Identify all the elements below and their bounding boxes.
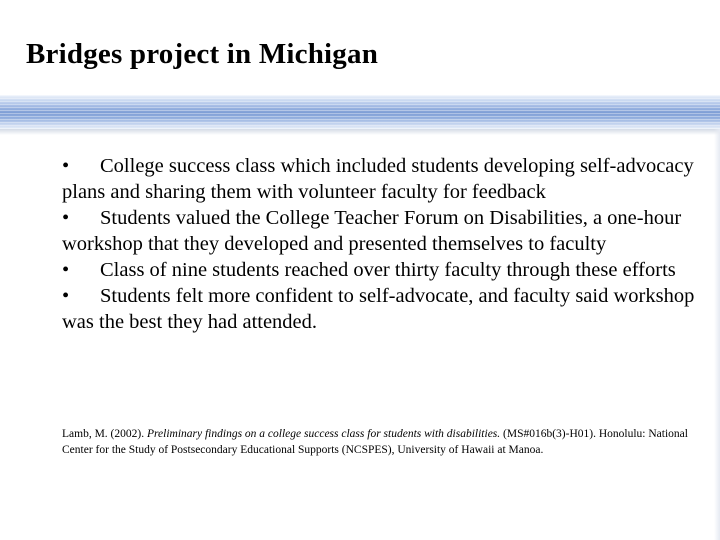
slide-title: Bridges project in Michigan bbox=[26, 38, 379, 70]
bullet-item bbox=[62, 205, 702, 257]
bullet-text: Students valued the College Teacher Forum on Disabilities, a one-hour workshop that they developed and presented themselves to faculty bbox=[62, 207, 682, 255]
bullet-text: Class of nine students reached over thirty faculty through these efforts bbox=[100, 259, 676, 281]
bullet-item bbox=[62, 283, 702, 335]
bullet-icon: • bbox=[62, 285, 70, 307]
citation-details: (MS#016b(3)-H01). Honolulu: National Center for the Study of Postsecondary Educational Supports (NCSPES), University of Hawaii at Manoa. bbox=[62, 428, 688, 456]
bullet-item bbox=[62, 153, 702, 205]
bullet-text: Students felt more confident to self-advocate, and faculty said workshop was the best they had attended. bbox=[62, 285, 695, 333]
bullet-item bbox=[62, 257, 702, 283]
citation-title: Preliminary findings on a college success class for students with disabilities. bbox=[146, 428, 501, 440]
header-band bbox=[0, 95, 720, 129]
bullet-text: College success class which included students developing self-advocacy plans and sharing them with volunteer faculty for feedback bbox=[62, 155, 694, 203]
bullet-icon: • bbox=[62, 207, 70, 229]
header-band-shadow bbox=[0, 129, 720, 135]
bullet-list bbox=[62, 153, 702, 335]
right-edge-shade bbox=[714, 129, 720, 540]
bullet-icon: • bbox=[62, 259, 70, 281]
citation bbox=[62, 426, 698, 458]
citation-authors: Lamb, M. (2002). bbox=[62, 428, 145, 440]
bullet-icon: • bbox=[62, 155, 70, 177]
